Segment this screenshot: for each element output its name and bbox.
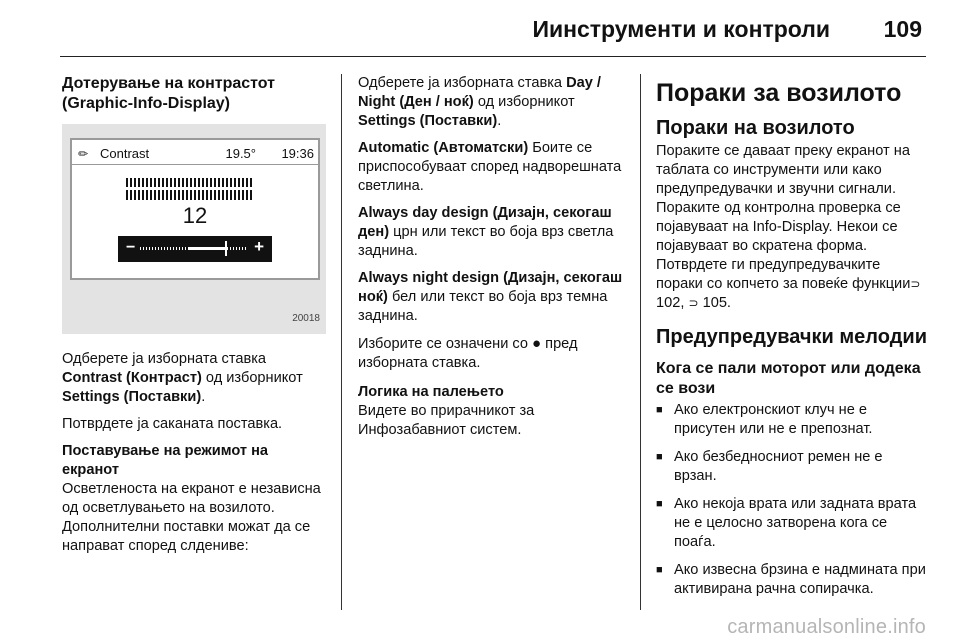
contrast-slider: [118, 236, 272, 262]
display-temperature: 19.5°: [225, 146, 256, 161]
list-item: ■ Ако извесна брзина е надминатa при активирана рачна сопирачка.: [656, 561, 928, 599]
column-1: [62, 74, 326, 564]
section-title: Пораки за возилото: [656, 79, 902, 107]
contrast-pattern: [126, 178, 252, 200]
paragraph: Видете во прирачникот за Инфозабавниот систем.: [358, 403, 535, 438]
section-subtitle: Предупредувачки мелодии: [656, 326, 927, 348]
page-number: 109: [883, 16, 922, 42]
display-screen: [70, 138, 320, 280]
paragraph: Одберете ја изборната ставка Contrast (Контраст) од изборникот Settings (Поставки).: [62, 351, 303, 405]
list-item: ■ Ако некоја врата или задната врата не е целосно затворена кога се поаѓа.: [656, 495, 928, 552]
option-night-design: Always night design (Дизајн, секогаш ноќ) бел или текст во боја врз темна заднина.: [358, 270, 623, 324]
display-status-bar: [72, 140, 318, 165]
watermark: carmanualsonline.info: [727, 616, 926, 638]
page-header: [60, 0, 926, 57]
section-subtitle: Пораки на возилото: [656, 117, 855, 139]
plus-icon: +: [254, 237, 264, 256]
option-automatic: Automatic (Автоматски) Боите се приспособуваат според надворешната светлина.: [358, 140, 622, 194]
option-day-design: Always day design (Дизајн, секогаш ден) црн или текст во боја врз светла заднина.: [358, 205, 614, 259]
sub-heading: Поставување на режимот на екранот: [62, 443, 269, 478]
slider-fill: [188, 247, 225, 250]
column-2: [358, 74, 628, 448]
list-item: ■ Ако безбедносниот ремен не е врзан.: [656, 448, 928, 486]
selected-dot-icon: ●: [532, 335, 542, 352]
reference-arrow-icon: ⊃: [910, 277, 921, 291]
sub-heading: Кога се пали моторот или додека се вози: [656, 360, 921, 397]
page-title: Иинструменти и контроли: [532, 16, 830, 42]
sub-heading: Логика на палењето: [358, 384, 504, 400]
paragraph: Потврдете ја саканата поставка.: [62, 416, 283, 432]
contrast-figure: [62, 124, 326, 334]
paragraph: Осветленоста на екранот е независна од осветлувањето на возилото. Дополнителни поставки можат да се направат според слдениве:: [62, 481, 321, 554]
reference-arrow-icon: ⊃: [688, 296, 699, 310]
column-divider: [341, 74, 342, 610]
paragraph: Изборите се означени со ● пред изборната ставка.: [358, 335, 578, 371]
paragraph: Одберете ја изборната ставка Day / Night (Ден / ноќ) од изборникот Settings (Поставки).: [358, 75, 601, 129]
display-time: 19:36: [281, 146, 314, 161]
contrast-icon: ✏: [78, 147, 89, 161]
paragraph: Пораките се даваат преку екранот на таблата со инструменти или како предупредувачки и звучни сигнали. Пораките од контролна проверка се појавуваат на Info-Display. Некои се појавуваат во скратена форма. Потврдете ги предупредувачките пораки со копчето за повеќе функции⊃ 102, ⊃ 105.: [656, 143, 921, 311]
list-item: ■ Ако електронскиот клуч не е присутен или не е препознат.: [656, 401, 928, 439]
slider-knob: [225, 241, 227, 256]
warning-list: [656, 401, 928, 599]
section-heading: Дотерување на контрастот (Graphic-Info-Display): [62, 75, 276, 112]
display-label: Contrast: [100, 146, 150, 161]
figure-number: 20018: [292, 313, 320, 324]
minus-icon: −: [126, 239, 136, 256]
column-3: [656, 74, 928, 608]
column-divider: [640, 74, 641, 610]
contrast-value: 12: [182, 203, 208, 228]
